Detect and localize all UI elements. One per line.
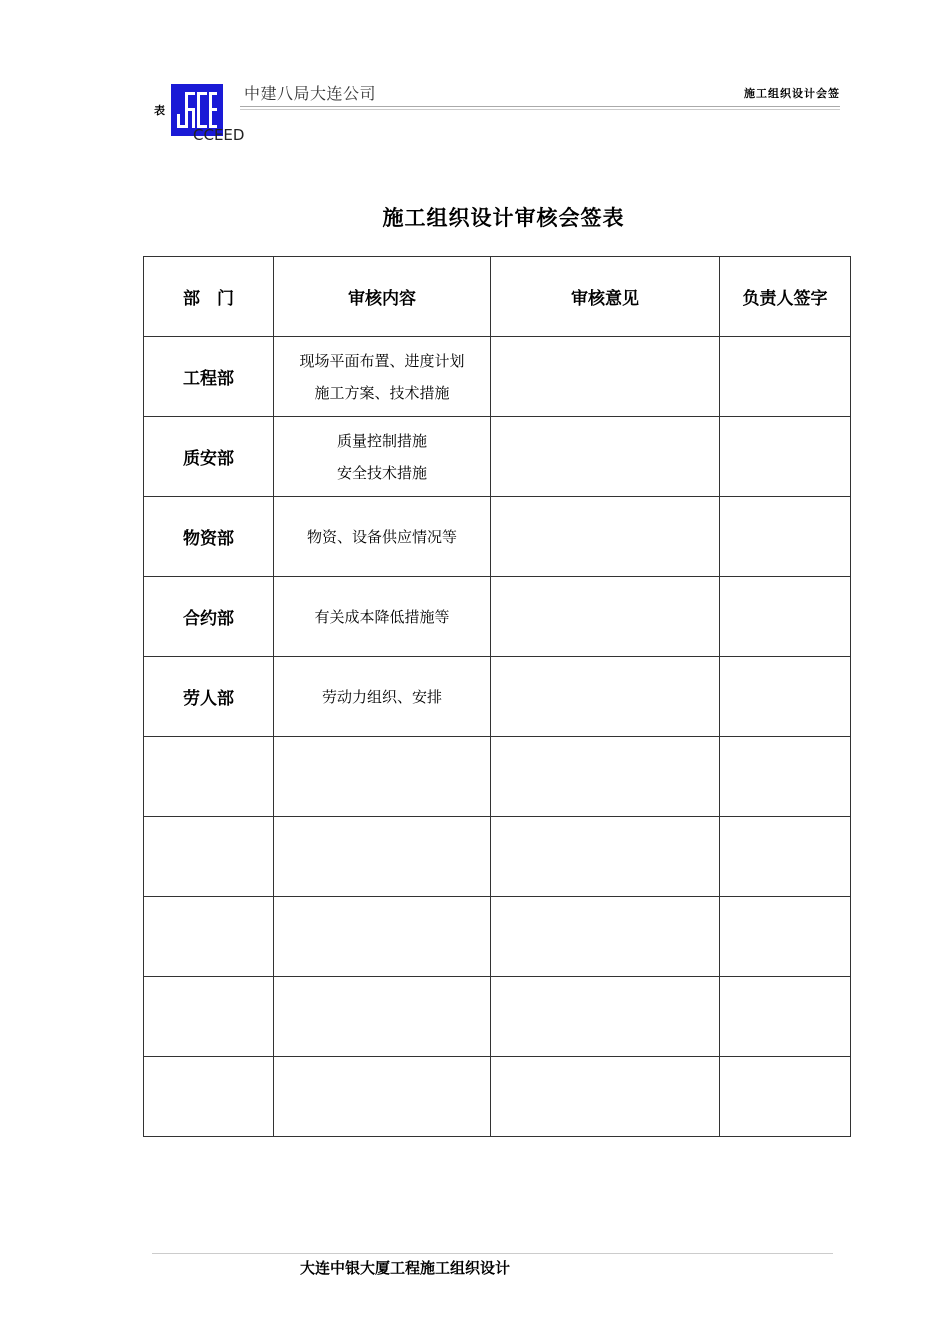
review-signoff-table: [143, 256, 851, 1137]
header-department: 部 门: [144, 257, 274, 337]
review-content-line: 质量控制措施: [336, 431, 427, 450]
department-cell: [144, 897, 274, 977]
table-row: [144, 417, 851, 497]
review-opinion-cell[interactable]: [491, 817, 720, 897]
review-content-line: 劳动力组织、安排: [321, 687, 442, 706]
review-opinion-cell[interactable]: [491, 417, 720, 497]
footer-text: 大连中银大厦工程施工组织设计: [300, 1259, 511, 1277]
review-content-cell: [274, 577, 491, 657]
review-content-cell: [274, 337, 491, 417]
table-body: [144, 337, 851, 1137]
department-cell: [144, 817, 274, 897]
header-side-char: 表: [154, 104, 165, 117]
review-content-line: 施工方案、技术措施: [314, 383, 450, 402]
review-content-cell: [274, 977, 491, 1057]
table-header-row: [144, 257, 851, 337]
signature-cell[interactable]: [720, 897, 851, 977]
signature-cell[interactable]: [720, 737, 851, 817]
table-row: [144, 897, 851, 977]
table-row: [144, 497, 851, 577]
header-document-title: 施工组织设计会签: [744, 87, 840, 100]
review-opinion-cell[interactable]: [491, 577, 720, 657]
review-content-cell: [274, 897, 491, 977]
review-content-cell: [274, 417, 491, 497]
review-content-cell: [274, 817, 491, 897]
department-cell: [144, 1057, 274, 1137]
review-content-line: 安全技术措施: [336, 463, 427, 482]
review-content-cell: [274, 657, 491, 737]
review-content-line: 物资、设备供应情况等: [306, 527, 457, 546]
header-review-content: 审核内容: [274, 257, 491, 337]
review-content-cell: [274, 737, 491, 817]
review-opinion-cell[interactable]: [491, 897, 720, 977]
department-cell: [144, 737, 274, 817]
department-cell: 质安部: [144, 417, 274, 497]
company-name: 中建八局大连公司: [244, 84, 377, 103]
department-cell: [144, 977, 274, 1057]
page-title: 施工组织设计审核会签表: [382, 205, 625, 230]
review-opinion-cell[interactable]: [491, 737, 720, 817]
table-row: [144, 657, 851, 737]
department-cell: 工程部: [144, 337, 274, 417]
review-opinion-cell[interactable]: [491, 337, 720, 417]
signature-cell[interactable]: [720, 817, 851, 897]
review-content-cell: [274, 1057, 491, 1137]
header-review-opinion: 审核意见: [491, 257, 720, 337]
header-signature: 负责人签字: [720, 257, 851, 337]
table-row: [144, 1057, 851, 1137]
table-row: [144, 337, 851, 417]
signature-cell[interactable]: [720, 1057, 851, 1137]
review-opinion-cell[interactable]: [491, 1057, 720, 1137]
signature-cell[interactable]: [720, 337, 851, 417]
header-divider: [240, 106, 840, 110]
review-opinion-cell[interactable]: [491, 977, 720, 1057]
company-abbr: CCEED: [193, 126, 245, 144]
review-content-line: 有关成本降低措施等: [314, 607, 450, 626]
footer-divider: [152, 1253, 833, 1254]
review-opinion-cell[interactable]: [491, 657, 720, 737]
review-content-line: 现场平面布置、进度计划: [299, 351, 465, 370]
table-row: [144, 577, 851, 657]
review-content-cell: [274, 497, 491, 577]
table-row: [144, 977, 851, 1057]
table-row: [144, 817, 851, 897]
department-cell: 物资部: [144, 497, 274, 577]
signature-cell[interactable]: [720, 577, 851, 657]
review-opinion-cell[interactable]: [491, 497, 720, 577]
department-cell: 合约部: [144, 577, 274, 657]
signature-cell[interactable]: [720, 497, 851, 577]
signature-cell[interactable]: [720, 977, 851, 1057]
department-cell: 劳人部: [144, 657, 274, 737]
signature-cell[interactable]: [720, 657, 851, 737]
signature-cell[interactable]: [720, 417, 851, 497]
table-row: [144, 737, 851, 817]
